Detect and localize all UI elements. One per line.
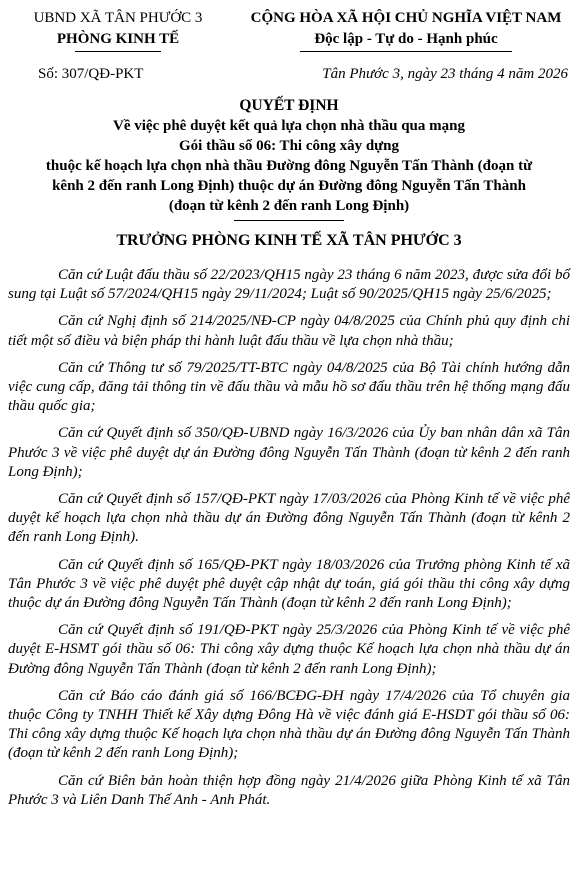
subject-line: Về việc phê duyệt kết quả lựa chọn nhà thầu qua mạng: [113, 118, 465, 134]
legal-basis-section: [8, 266, 570, 818]
document-number: Số: 307/QĐ-PKT: [38, 66, 144, 82]
subject-line: thuộc kế hoạch lựa chọn nhà thầu Đường đông Nguyễn Tấn Thành (đoạn từ: [45, 158, 533, 174]
agency-underline: [75, 51, 161, 52]
legal-basis-paragraph: Căn cứ Luật đấu thầu số 22/2023/QH15 ngày 23 tháng 6 năm 2023, được sửa đổi bổ sung tại Luật số 57/2024/QH15 ngày 29/11/2024; Luật số 90/2025/QH15 ngày 25/6/2025;: [8, 267, 570, 303]
legal-basis-paragraph: Căn cứ Quyết định số 191/QĐ-PKT ngày 25/3/2026 của Phòng Kinh tế về việc phê duyệt E-HSMT gói thầu số 06: Thi công xây dựng thuộc Kế hoạch lựa chọn nhà thầu dự án Đường đông Nguyễn Tấn Thành (đoạn từ kênh 2 đến ranh Long Định);: [8, 622, 570, 677]
legal-basis-paragraph: Căn cứ Quyết định số 157/QĐ-PKT ngày 17/03/2026 của Phòng Kinh tế về việc phê duyệt kế hoạch lựa chọn nhà thầu dự án Đường đông Nguyễn Tấn Thành (đoạn từ kênh 2 đến ranh Long Định).: [8, 491, 570, 546]
issuing-agency-block: [8, 8, 228, 52]
legal-basis-paragraph: Căn cứ Thông tư số 79/2025/TT-BTC ngày 04/8/2025 của Bộ Tài chính hướng dẫn việc cung cấp, đăng tải thông tin về đấu thầu và mẫu hồ sơ đấu thầu trên hệ thống mạng đấu thầu quốc gia;: [8, 359, 570, 415]
legal-basis-paragraph: Căn cứ Báo cáo đánh giá số 166/BCĐG-ĐH ngày 17/4/2026 của Tổ chuyên gia thuộc Công ty TNHH Thiết kế Xây dựng Đông Hà về việc đánh giá E-HSDT gói thầu số 06: Thi công xây dựng thuộc Kế hoạch lựa chọn nhà thầu dự án Đường đông Nguyễn Tấn Thành (đoạn từ kênh 2 đến ranh Long Định);: [8, 687, 570, 762]
motto-underline: [300, 51, 512, 52]
document-type: QUYẾT ĐỊNH: [239, 97, 339, 114]
legal-basis-paragraph: Căn cứ Biên bản hoàn thiện hợp đồng ngày 21/4/2026 giữa Phòng Kinh tế xã Tân Phước 3 và Liên Danh Thế Anh - Anh Phát.: [8, 772, 570, 808]
issuing-agency: PHÒNG KINH TẾ: [56, 31, 180, 47]
legal-basis-paragraph: Căn cứ Quyết định số 350/QĐ-UBND ngày 16/3/2026 của Ủy ban nhân dân xã Tân Phước 3 về việc phê duyệt dự án Đường đông Nguyễn Tấn Thành (đoạn từ kênh 2 đến ranh Long Định);: [8, 425, 570, 480]
subject-line: kênh 2 đến ranh Long Định) thuộc dự án Đường đông Nguyễn Tấn Thành: [52, 178, 526, 194]
subject-line: (đoạn từ kênh 2 đến ranh Long Định): [168, 198, 410, 214]
legal-basis-paragraph: Căn cứ Nghị định số 214/2025/NĐ-CP ngày 04/8/2025 của Chính phủ quy định chi tiết một số điều và biện pháp thi hành luật đấu thầu về lựa chọn nhà thầu;: [8, 313, 570, 349]
national-motto: Độc lập - Tự do - Hạnh phúc: [314, 31, 498, 47]
subject-line: Gói thầu số 06: Thi công xây dựng: [178, 138, 400, 154]
national-motto-block: [240, 8, 572, 52]
place-and-date: Tân Phước 3, ngày 23 tháng 4 năm 2026: [322, 66, 568, 82]
legal-basis-paragraph: Căn cứ Quyết định số 165/QĐ-PKT ngày 18/03/2026 của Trưởng phòng Kinh tế xã Tân Phước 3 về việc phê duyệt phê duyệt cập nhật dự toán, giá gói thầu thi công xây dựng thuộc dự án Đường đông Nguyễn Tấn Thành (đoạn từ kênh 2 đến ranh Long Định);: [8, 556, 570, 612]
country-name: CỘNG HÒA XÃ HỘI CHỦ NGHĨA VIỆT NAM: [250, 10, 562, 26]
parent-agency: UBND XÃ TÂN PHƯỚC 3: [33, 10, 203, 26]
decision-title-block: [8, 96, 570, 221]
signing-authority: TRƯỞNG PHÒNG KINH TẾ XÃ TÂN PHƯỚC 3: [116, 232, 462, 249]
title-divider: [234, 220, 344, 221]
